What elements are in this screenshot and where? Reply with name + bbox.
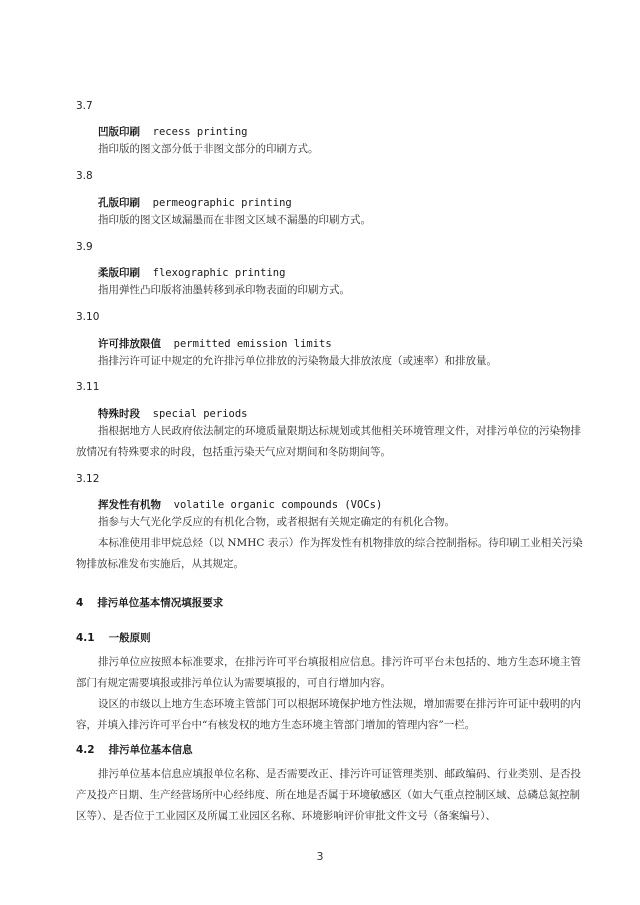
- subsection-title: 一般原则: [108, 632, 151, 644]
- term-title-en: volatile organic compounds (VOCs): [173, 499, 383, 511]
- subsection-title: 排污单位基本信息: [108, 744, 193, 756]
- term-definition: 指用弹性凸印版将油墨转移到承印物表面的印刷方式。: [98, 284, 350, 296]
- paragraph: 设区的市级以上地方生态环境主管部门可以根据环境保护地方性法规，增加需要在排污许可证中载明的内容，并填入排污许可平台中“有核发权的地方生态环境主管部门增加的管理内容”一栏。: [76, 698, 581, 731]
- term-number: 3.12: [76, 473, 100, 485]
- term-title-en: permitted emission limits: [173, 338, 332, 350]
- term-number: 3.11: [76, 381, 100, 393]
- term-title-en: recess printing: [152, 126, 248, 138]
- term-title: [98, 336, 332, 351]
- term-title: [98, 195, 292, 210]
- section-heading: [76, 595, 223, 610]
- term-title-zh: 柔版印刷: [98, 267, 140, 279]
- term-number: 3.10: [76, 311, 100, 323]
- page-number: 3: [316, 850, 324, 863]
- subsection-heading: [76, 742, 193, 757]
- term-definition: 指印版的图文部分低于非图文部分的印刷方式。: [98, 143, 319, 155]
- term-title-zh: 孔版印刷: [98, 197, 140, 209]
- paragraph: 排污单位基本信息应填报单位名称、是否需要改正、排污许可证管理类别、邮政编码、行业类别、是否投产及投产日期、生产经营场所中心经纬度、所在地是否属于环境敏感区（如大气重点控制区域、总磷总氮控制区等）、是否位于工业园区及所属工业园区名称、环境影响评价审批文件文号（备案编号）、: [76, 768, 581, 822]
- term-title-zh: 凹版印刷: [98, 126, 140, 138]
- term-definition: 指排污许可证中规定的允许排污单位排放的污染物最大排放浓度（或速率）和排放量。: [98, 355, 497, 367]
- term-title: [98, 124, 247, 139]
- term-definition: 指根据地方人民政府依法制定的环境质量限期达标规划或其他相关环境管理文件，对排污单位的污染物排放情况有特殊要求的时段，包括重污染天气应对期间和冬防期间等。: [76, 425, 581, 458]
- subsection-heading: [76, 630, 151, 645]
- subsection-number: 4.2: [76, 744, 95, 756]
- section-number: 4: [76, 597, 84, 609]
- term-title-zh: 许可排放限值: [98, 338, 161, 350]
- term-number: 3.7: [76, 100, 93, 112]
- term-title-en: flexographic printing: [152, 267, 286, 279]
- term-note: 本标准使用非甲烷总烃（以 NMHC 表示）作为挥发性有机物排放的综合控制指标。待印刷工业相关污染物排放标准发布实施后，从其规定。: [76, 537, 583, 570]
- term-title: [98, 265, 285, 280]
- paragraph: 排污单位应按照本标准要求，在排污许可平台填报相应信息。排污许可平台未包括的、地方生态环境主管部门有规定需要填报或排污单位认为需要填报的，可自行增加内容。: [76, 656, 581, 689]
- term-definition: 指参与大气光化学反应的有机化合物，或者根据有关规定确定的有机化合物。: [98, 516, 455, 528]
- term-title-en: permeographic printing: [152, 197, 292, 209]
- term-number: 3.9: [76, 241, 93, 253]
- term-number: 3.8: [76, 170, 93, 182]
- term-definition: 指印版的图文区域漏墨而在非图文区域不漏墨的印刷方式。: [98, 214, 371, 226]
- term-title-en: special periods: [152, 408, 248, 420]
- subsection-number: 4.1: [76, 632, 95, 644]
- term-title-zh: 特殊时段: [98, 408, 140, 420]
- term-title: [98, 497, 382, 512]
- term-title-zh: 挥发性有机物: [98, 499, 161, 511]
- section-title: 排污单位基本情况填报要求: [97, 597, 224, 609]
- term-title: [98, 406, 247, 421]
